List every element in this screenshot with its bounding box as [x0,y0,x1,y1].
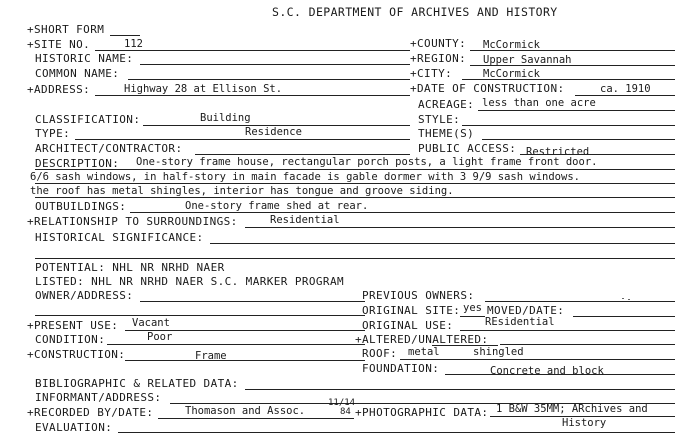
address-line [95,95,410,96]
type-label: TYPE: [35,127,71,140]
owner-address-line [140,301,365,302]
construction-label: +CONSTRUCTION: [27,348,126,361]
county-label: +COUNTY: [410,37,467,50]
foundation-label: FOUNDATION: [362,362,440,375]
description-line-3: the roof has metal shingles, interior has tongue and groove siding. [30,185,454,197]
altered-line [500,344,675,345]
evaluation-line [118,432,675,433]
architect-line [195,154,410,155]
owner-address-line-2 [35,315,365,316]
condition-line [107,344,365,345]
date-construction-value: ca. 1910 [600,83,651,95]
common-name-label: COMMON NAME: [35,67,120,80]
relationship-line [245,227,675,228]
outbuildings-value: One-story frame shed at rear. [185,200,369,212]
city-label: +CITY: [410,67,453,80]
city-line [462,79,675,80]
style-label: STYLE: [418,113,461,126]
address-value: Highway 28 at Ellison St. [124,83,283,95]
foundation-line [445,374,675,375]
public-access-label: PUBLIC ACCESS: [418,142,517,155]
significance-label: HISTORICAL SIGNIFICANCE: [35,231,204,244]
original-site-line [460,316,485,317]
date-construction-label: +DATE OF CONSTRUCTION: [410,82,565,95]
original-site-value: yes [463,302,482,314]
region-value: Upper Savannah [483,54,572,66]
previous-owners-label: PREVIOUS OWNERS: [362,289,475,302]
original-use-line [460,330,675,331]
present-use-label: +PRESENT USE: [27,319,119,332]
construction-value: Frame [195,350,227,362]
public-access-line [520,154,675,155]
listed-row: LISTED: NHL NR NRHD NAER S.C. MARKER PROGRAM [35,275,344,288]
altered-label: +ALTERED/UNALTERED: [355,333,489,346]
roof-value-1: metal [408,346,440,358]
condition-value: Poor [147,331,173,343]
common-name-line [128,79,410,80]
moved-date-line [573,316,675,317]
short-form-line [110,35,140,36]
acreage-value: less than one acre [482,97,596,109]
recorded-by-line [158,418,354,419]
form-title: S.C. DEPARTMENT OF ARCHIVES AND HISTORY [272,5,558,19]
roof-label: ROOF: [362,347,398,360]
theme-line [482,139,675,140]
potential-row: POTENTIAL: NHL NR NRHD NAER [35,261,225,274]
recorded-by-value: Thomason and Assoc. [185,405,306,417]
recorded-by-label: +RECORDED BY/DATE: [27,406,154,419]
present-use-value: Vacant [132,317,170,329]
style-line [462,125,675,126]
previous-owners-line [485,301,675,302]
photographic-value-1: 1 B&W 35MM; ARchives and [496,403,648,415]
bibliographic-line [245,389,675,390]
outbuildings-label: OUTBUILDINGS: [35,200,127,213]
site-no-line [95,50,410,51]
theme-label: THEME(S) [418,127,475,140]
roof-value-2: shingled [473,346,524,358]
condition-label: CONDITION: [35,333,106,346]
owner-address-label: OWNER/ADDRESS: [35,289,134,302]
type-value: Residence [245,126,302,138]
description-line-1: One-story frame house, rectangular porch posts, a light frame front door. [136,156,598,168]
original-site-label: ORIGINAL SITE: [362,304,461,317]
city-value: McCormick [483,68,540,80]
significance-line-2 [35,258,675,259]
architect-label: ARCHITECT/CONTRACTOR: [35,142,183,155]
original-use-value: REsidential [485,316,555,328]
address-label: +ADDRESS: [27,83,91,96]
evaluation-label: EVALUATION: [35,421,113,434]
public-access-value: Restricted [526,146,590,158]
relationship-value: Residential [270,214,340,226]
construction-line [125,360,365,361]
county-line [470,50,675,51]
historic-name-line [140,64,410,65]
description-rule-1 [35,169,675,170]
classification-label: CLASSIFICATION: [35,113,141,126]
description-rule-2 [35,183,675,184]
site-no-value: 112 [124,38,143,50]
county-value: McCormick [483,39,540,51]
photographic-value-2: History [562,417,607,429]
outbuildings-line [130,212,675,213]
acreage-label: ACREAGE: [418,98,475,111]
moved-date-label: MOVED/DATE: [487,304,565,317]
description-line-2: 6/6 sash windows, in half-story in main facade is gable dormer with 3 9/9 sash windows. [30,171,580,183]
informant-label: INFORMANT/ADDRESS: [35,391,162,404]
region-label: +REGION: [410,52,467,65]
roof-line [400,359,675,360]
photographic-label: +PHOTOGRAPHIC DATA: [355,406,489,419]
classification-value: Building [200,112,251,124]
type-line [75,139,410,140]
acreage-line [478,110,675,111]
site-no-label: +SITE NO. [27,38,91,51]
original-use-label: ORIGINAL USE: [362,319,454,332]
relationship-label: +RELATIONSHIP TO SURROUNDINGS: [27,215,238,228]
region-line [470,65,675,66]
recorded-date-top: 11/14 [328,398,356,408]
recorded-date-bottom: 84 [340,407,351,417]
bibliographic-label: BIBLIOGRAPHIC & RELATED DATA: [35,377,239,390]
foundation-value: Concrete and block [490,365,604,377]
description-label: DESCRIPTION: [35,157,120,170]
significance-line [210,243,675,244]
date-construction-line [575,95,675,96]
description-rule-3 [35,197,675,198]
short-form-label: +SHORT FORM [27,23,105,36]
historic-name-label: HISTORIC NAME: [35,52,134,65]
